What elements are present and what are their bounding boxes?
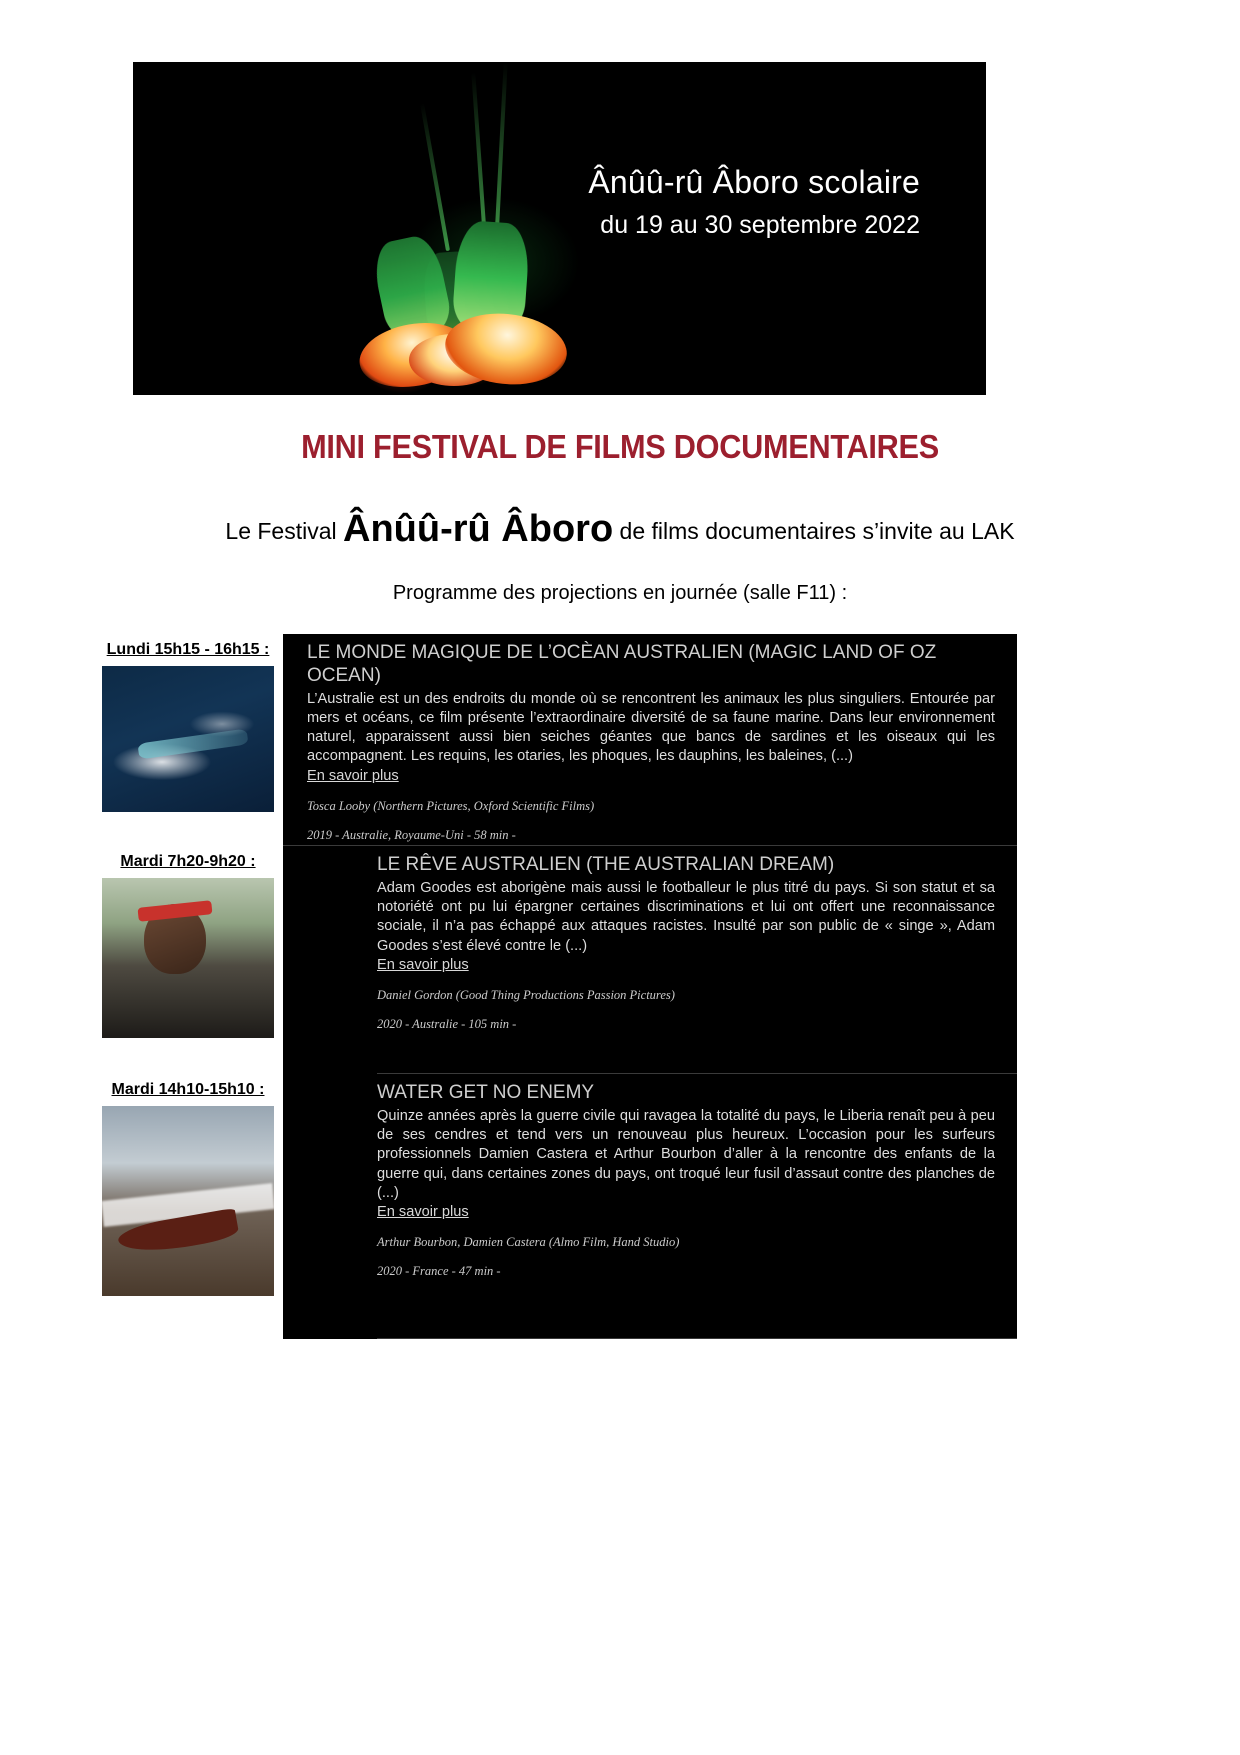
table-row (93, 634, 1017, 846)
program-intro: Programme des projections en journée (salle F11) : (392, 582, 848, 604)
table-row (93, 1074, 1017, 1339)
film-credits: Tosca Looby (Northern Pictures, Oxford Scientific Films) (307, 798, 595, 813)
film-info-cell (189, 1074, 1017, 1339)
subtitle (0, 508, 1240, 551)
film-credits: Arthur Bourbon, Damien Castera (Almo Film, Hand Studio) (377, 1235, 680, 1250)
film-title: LE RÊVE AUSTRALIEN (THE AUSTRALIAN DREAM) (377, 854, 835, 875)
film-meta: 2020 - Australie - 105 min - (377, 1016, 517, 1031)
table-row (93, 846, 1017, 1074)
row-divider (377, 1338, 1017, 1339)
more-info-link[interactable]: En savoir plus (377, 1204, 469, 1221)
film-description: Quinze années après la guerre civile qui ravagea la totalité du pays, le Liberia renaît peu à peu de ses cendres et tend vers un renouveau plus heureux. L’occasion pour les surfeurs professionnels Damien Castera et Arthur Bourbon d’aller à la rencontre des enfants de la guerre qui, dans certaines zones du pays, ont troqué leur fusil d’assaut contre des planches de (...) (377, 1107, 995, 1201)
flower-stem-icon (494, 62, 507, 242)
more-info-link[interactable]: En savoir plus (377, 956, 469, 973)
festival-banner (133, 62, 986, 395)
film-title: LE MONDE MAGIQUE DE L’OCÈAN AUSTRALIEN (MAGIC LAND OF OZ OCEAN) (307, 642, 937, 686)
subtitle-prefix: Le Festival (225, 518, 344, 544)
film-info-cell (189, 846, 1017, 1074)
more-info-link[interactable]: En savoir plus (307, 767, 399, 784)
film-credits: Daniel Gordon (Good Thing Productions Passion Pictures) (377, 987, 675, 1002)
film-thumbnail (102, 666, 274, 812)
screening-time: Mardi 7h20-9h20 : (120, 853, 256, 870)
banner-text-block (588, 164, 920, 240)
screening-time: Lundi 15h15 - 16h15 : (106, 641, 270, 658)
banner-title: Ânûû-rû Âboro scolaire (588, 164, 920, 200)
whale-thumbnail-icon (102, 666, 274, 812)
flower-stem-icon (420, 103, 450, 251)
program-table (93, 634, 1017, 1339)
banner-dates: du 19 au 30 septembre 2022 (600, 211, 920, 239)
film-description: Adam Goodes est aborigène mais aussi le footballeur le plus titré du pays. Si son statut et sa notoriété ont pu lui épargner certaines discriminations et lui ont offert une reconnaissance sociale, il n’a pas échappé aux attaques racistes. Insulté par son public de « singe », Adam Goodes s’est élevé contre le (...) (377, 879, 995, 954)
screening-time: Mardi 14h10-15h10 : (111, 1081, 265, 1098)
festival-name: Ânûû-rû Âboro (343, 508, 614, 550)
film-title: WATER GET NO ENEMY (377, 1082, 595, 1103)
flower-stem-icon (471, 72, 487, 237)
screening-time-cell (93, 634, 283, 846)
film-description: L’Australie est un des endroits du monde où se rencontrent les animaux les plus singuliers. Entourée par mers et océans, ce film présente l’extraordinaire diversité de sa faune marine. Dans leur environnement naturel, apparaissent aussi bien seiches géantes que bancs de sardines et les oiseaux qui les accompagnent. Les requins, les otaries, les phoques, les dauphins, les baleines, (...) (307, 690, 995, 765)
page-title: MINI FESTIVAL DE FILMS DOCUMENTAIRES (301, 428, 939, 465)
film-meta: 2020 - France - 47 min - (377, 1264, 501, 1279)
banner-flower-photo (133, 62, 653, 395)
film-meta: 2019 - Australie, Royaume-Uni - 58 min - (307, 827, 516, 842)
film-info-cell (283, 634, 1017, 846)
subtitle-suffix: de films documentaires s’invite au LAK (613, 518, 1015, 544)
